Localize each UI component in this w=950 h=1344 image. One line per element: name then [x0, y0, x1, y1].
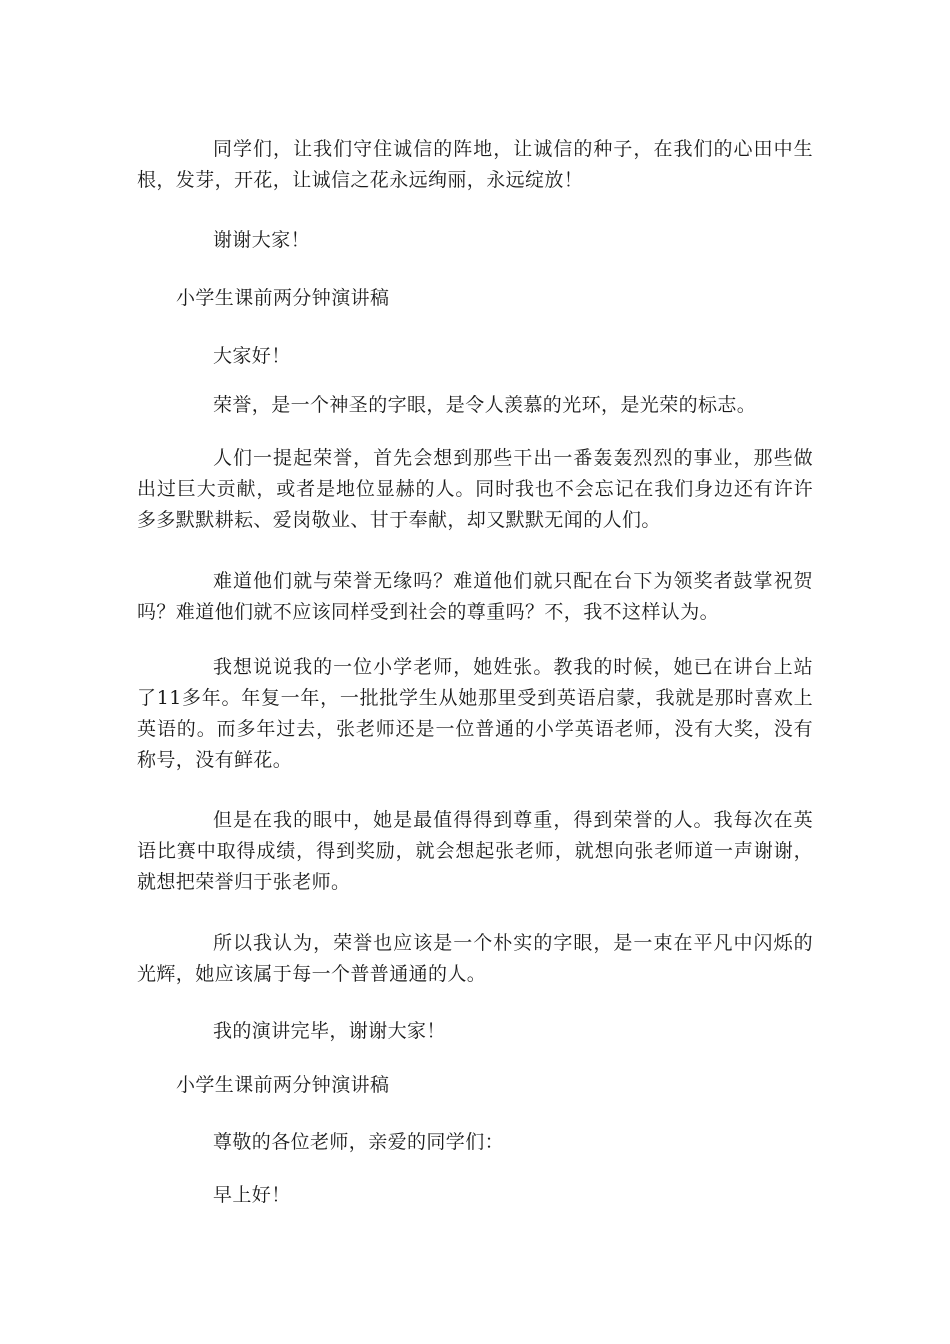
paragraph-speech-end: 我的演讲完毕，谢谢大家！	[213, 1020, 446, 1042]
paragraph-integrity-closing: 同学们，让我们守住诚信的阵地，让诚信的种子，在我们的心田中生根，发芽，开花，让诚信之花永远绚丽，永远绽放！	[137, 138, 813, 191]
paragraph-thanks: 谢谢大家！	[213, 229, 311, 251]
paragraph-rhetorical-questions: 难道他们就与荣誉无缘吗？难道他们就只配在台下为领奖者鼓掌祝贺吗？难道他们就不应该同样受到社会的尊重吗？不，我不这样认为。	[137, 570, 813, 623]
paragraph-good-morning: 早上好！	[213, 1184, 291, 1206]
paragraph-teacher-zhang: 我想说说我的一位小学老师，她姓张。教我的时候，她已在讲台上站了11多年。年复一年，一批批学生从她那里受到英语启蒙，我就是那时喜欢上英语的。而多年过去，张老师还是一位普通的小学英语老师，没有大奖，没有称号，没有鲜花。	[137, 656, 813, 771]
paragraph-salutation: 尊敬的各位老师，亲爱的同学们：	[213, 1131, 505, 1153]
paragraph-greeting: 大家好！	[213, 345, 291, 367]
speech-title-3: 小学生课前两分钟演讲稿	[176, 1074, 390, 1096]
paragraph-most-deserving: 但是在我的眼中，她是最值得得到尊重，得到荣誉的人。我每次在英语比赛中取得成绩，得到奖励，就会想起张老师，就想向张老师道一声谢谢，就想把荣誉归于张老师。	[137, 809, 813, 893]
paragraph-honor-people: 人们一提起荣誉，首先会想到那些干出一番轰轰烈烈的事业，那些做出过巨大贡献，或者是地位显赫的人。同时我也不会忘记在我们身边还有许许多多默默耕耘、爱岗敬业、甘于奉献，却又默默无闻的人们。	[137, 447, 813, 531]
paragraph-conclusion: 所以我认为，荣誉也应该是一个朴实的字眼，是一束在平凡中闪烁的光辉，她应该属于每一个普普通通的人。	[137, 932, 813, 985]
paragraph-honor-definition: 荣誉，是一个神圣的字眼，是令人羡慕的光环，是光荣的标志。	[213, 394, 757, 416]
speech-title-2: 小学生课前两分钟演讲稿	[176, 287, 390, 309]
